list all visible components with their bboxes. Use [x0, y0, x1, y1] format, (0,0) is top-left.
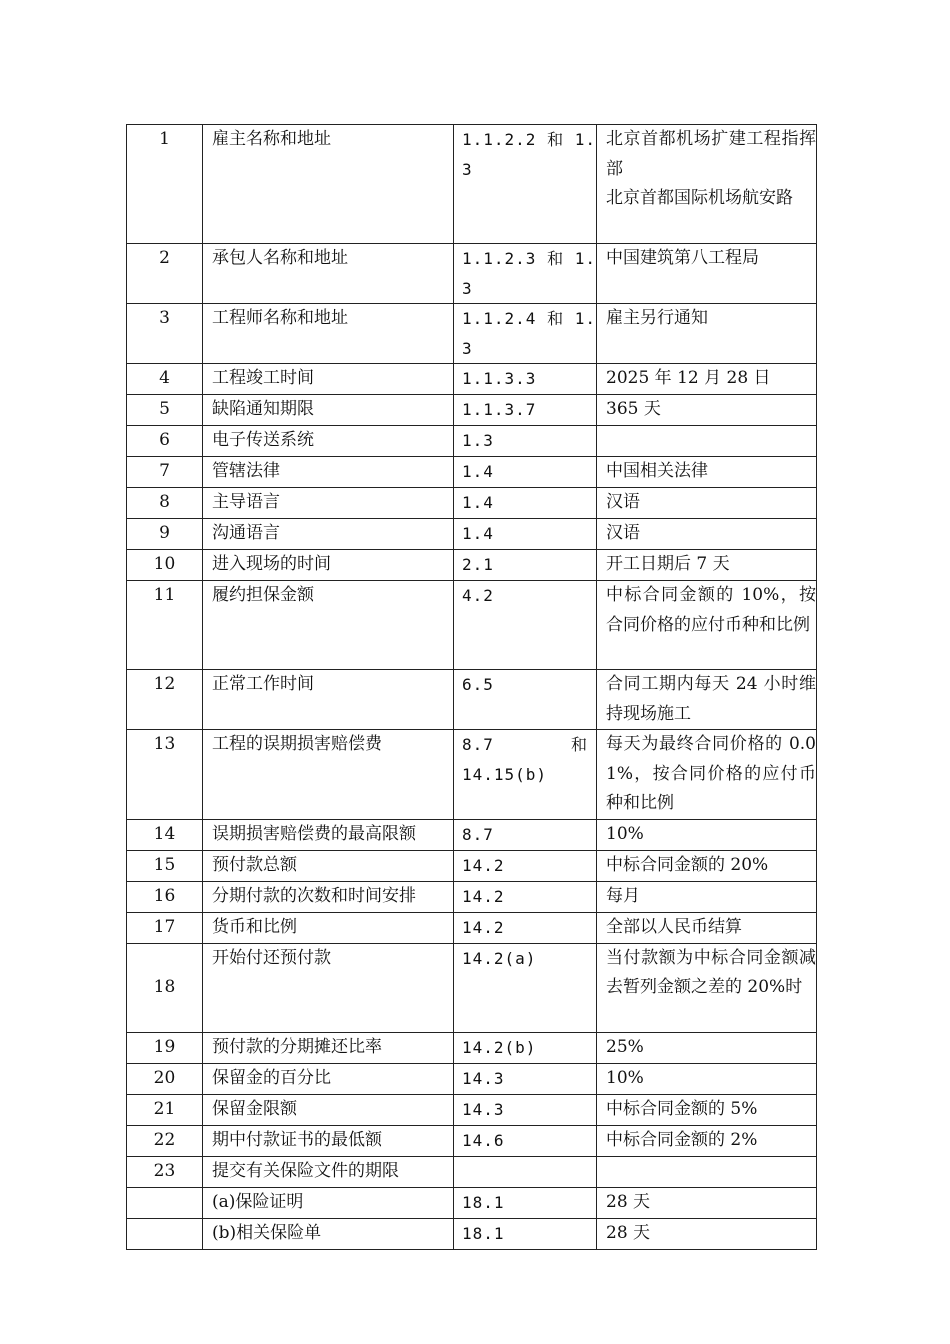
item-name: 预付款总额: [203, 850, 454, 881]
item-name: 期中付款证书的最低额: [203, 1125, 454, 1156]
item-name: 主导语言: [203, 488, 454, 519]
clause-ref: 1.1.3.7: [454, 395, 597, 426]
item-value: 雇主另行通知: [597, 304, 817, 364]
item-name: 管辖法律: [203, 457, 454, 488]
clause-ref: 4.2: [454, 581, 597, 670]
clause-ref: 1.1.2.2 和 1.3: [454, 125, 597, 244]
item-value: 中国建筑第八工程局: [597, 244, 817, 304]
item-value: 每天为最终合同价格的 0.01%，按合同价格的应付币种和比例: [597, 730, 817, 820]
table-row: [127, 1063, 817, 1094]
row-number: 5: [127, 395, 203, 426]
item-value: 10%: [597, 1063, 817, 1094]
item-name: 履约担保金额: [203, 581, 454, 670]
item-value: [597, 125, 817, 244]
row-number: 2: [127, 244, 203, 304]
row-number: 20: [127, 1063, 203, 1094]
table-row: [127, 881, 817, 912]
item-value: 汉语: [597, 519, 817, 550]
row-number: 1: [127, 125, 203, 244]
table-row: [127, 395, 817, 426]
item-value: 28 天: [597, 1218, 817, 1249]
clause-ref: 8.7: [454, 819, 597, 850]
clause-ref: 18.1: [454, 1187, 597, 1218]
row-number: 17: [127, 912, 203, 943]
table-row: [127, 125, 817, 244]
item-value: 2025 年 12 月 28 日: [597, 364, 817, 395]
table-row: [127, 912, 817, 943]
table-row: [127, 244, 817, 304]
clause-ref: 14.6: [454, 1125, 597, 1156]
table-row: [127, 550, 817, 581]
table-row: [127, 1094, 817, 1125]
row-number: [127, 1218, 203, 1249]
clause-ref: 6.5: [454, 670, 597, 730]
row-number: 15: [127, 850, 203, 881]
item-name: 分期付款的次数和时间安排: [203, 881, 454, 912]
item-value: 中国相关法律: [597, 457, 817, 488]
row-number: 11: [127, 581, 203, 670]
item-value: [597, 1156, 817, 1187]
row-number: 13: [127, 730, 203, 820]
item-name: 承包人名称和地址: [203, 244, 454, 304]
table-row: [127, 457, 817, 488]
item-name: 正常工作时间: [203, 670, 454, 730]
table-row: [127, 1187, 817, 1218]
item-name: 货币和比例: [203, 912, 454, 943]
item-value: 365 天: [597, 395, 817, 426]
clause-ref: 1.1.2.4 和 1.3: [454, 304, 597, 364]
row-number: 6: [127, 426, 203, 457]
row-number: 9: [127, 519, 203, 550]
item-name: 保留金限额: [203, 1094, 454, 1125]
table-row: [127, 426, 817, 457]
item-value: 全部以人民币结算: [597, 912, 817, 943]
clause-ref: 14.3: [454, 1094, 597, 1125]
table-row: [127, 1156, 817, 1187]
clause-ref: 1.4: [454, 457, 597, 488]
table-row: [127, 1032, 817, 1063]
item-value: 当付款额为中标合同金额减去暂列金额之差的 20%时: [597, 943, 817, 1032]
item-value: 中标合同金额的 20%: [597, 850, 817, 881]
table-row: [127, 850, 817, 881]
contract-parameters-table: [126, 124, 817, 1250]
row-number: 22: [127, 1125, 203, 1156]
item-name: 工程的误期损害赔偿费: [203, 730, 454, 820]
item-name: 误期损害赔偿费的最高限额: [203, 819, 454, 850]
table-row: [127, 364, 817, 395]
row-number: 8: [127, 488, 203, 519]
clause-ref: 14.2: [454, 850, 597, 881]
clause-ref: [454, 1156, 597, 1187]
table-row: [127, 519, 817, 550]
employer-name: 北京首都机场扩建工程指挥部: [606, 129, 816, 179]
item-value: [597, 426, 817, 457]
item-value: 中标合同金额的 2%: [597, 1125, 817, 1156]
clause-ref: 1.4: [454, 488, 597, 519]
table-row: [127, 488, 817, 519]
item-name: 保留金的百分比: [203, 1063, 454, 1094]
item-name: 提交有关保险文件的期限: [203, 1156, 454, 1187]
table-row: [127, 1125, 817, 1156]
item-value: 汉语: [597, 488, 817, 519]
table-row: [127, 1218, 817, 1249]
clause-ref: [454, 730, 597, 820]
clause-ref: 14.2(a): [454, 943, 597, 1032]
table-row: [127, 943, 817, 1032]
row-number: [127, 1187, 203, 1218]
item-name: 沟通语言: [203, 519, 454, 550]
clause-ref: 14.3: [454, 1063, 597, 1094]
item-name: (b)相关保险单: [203, 1218, 454, 1249]
item-value: 开工日期后 7 天: [597, 550, 817, 581]
table-row: [127, 581, 817, 670]
row-number: 16: [127, 881, 203, 912]
clause-ref: 1.4: [454, 519, 597, 550]
item-name: 工程师名称和地址: [203, 304, 454, 364]
item-name: 开始付还预付款: [203, 943, 454, 1032]
table-row: [127, 730, 817, 820]
item-name: (a)保险证明: [203, 1187, 454, 1218]
clause-ref-b: 14.15(b): [462, 764, 548, 784]
item-name: 雇主名称和地址: [203, 125, 454, 244]
row-number: 3: [127, 304, 203, 364]
item-value: 28 天: [597, 1187, 817, 1218]
row-number: 7: [127, 457, 203, 488]
clause-ref: 18.1: [454, 1218, 597, 1249]
row-number: 21: [127, 1094, 203, 1125]
clause-ref: 14.2: [454, 881, 597, 912]
item-value: 每月: [597, 881, 817, 912]
clause-ref-a: 8.7: [462, 735, 494, 754]
item-value: 25%: [597, 1032, 817, 1063]
item-value: 中标合同金额的 10%，按合同价格的应付币种和比例: [597, 581, 817, 670]
item-name: 进入现场的时间: [203, 550, 454, 581]
clause-ref: 1.1.2.3 和 1.3: [454, 244, 597, 304]
table-row: [127, 304, 817, 364]
item-name: 预付款的分期摊还比率: [203, 1032, 454, 1063]
clause-ref: 14.2(b): [454, 1032, 597, 1063]
item-value: 中标合同金额的 5%: [597, 1094, 817, 1125]
item-value: 合同工期内每天 24 小时维持现场施工: [597, 670, 817, 730]
item-value: 10%: [597, 819, 817, 850]
clause-ref: 1.3: [454, 426, 597, 457]
row-number: 14: [127, 819, 203, 850]
clause-ref: 2.1: [454, 550, 597, 581]
table-row: [127, 819, 817, 850]
item-name: 缺陷通知期限: [203, 395, 454, 426]
clause-conjunction: 和: [570, 735, 588, 754]
table-row: [127, 670, 817, 730]
row-number: 10: [127, 550, 203, 581]
item-name: 电子传送系统: [203, 426, 454, 457]
employer-address: 北京首都国际机场航安路: [606, 188, 793, 208]
row-number: 12: [127, 670, 203, 730]
item-name: 工程竣工时间: [203, 364, 454, 395]
clause-ref: 14.2: [454, 912, 597, 943]
row-number: 19: [127, 1032, 203, 1063]
clause-ref: 1.1.3.3: [454, 364, 597, 395]
row-number: 23: [127, 1156, 203, 1187]
row-number: 4: [127, 364, 203, 395]
row-number: 18: [127, 943, 203, 1032]
